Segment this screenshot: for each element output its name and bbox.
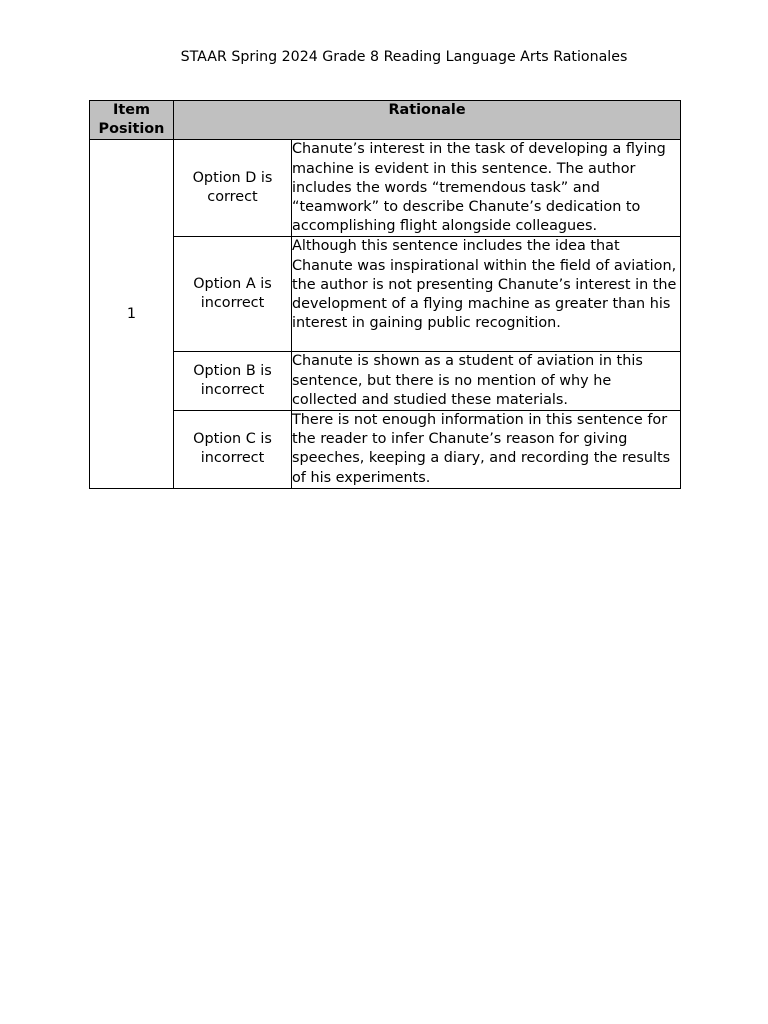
option-label: Option C is incorrect — [174, 411, 292, 489]
option-label: Option A is incorrect — [174, 237, 292, 352]
rationale-text: There is not enough information in this sentence for the reader to infer Chanute’s reason for giving speeches, keeping a diary, and recording the results of his experiments. — [292, 411, 681, 489]
table-row — [90, 237, 681, 352]
item-position-cell: 1 — [90, 140, 174, 488]
rationale-text: Chanute is shown as a student of aviation in this sentence, but there is no mention of why he collected and studied these materials. — [292, 352, 681, 411]
option-label: Option B is incorrect — [174, 352, 292, 411]
rationale-table — [89, 100, 681, 489]
table-row — [90, 352, 681, 411]
header-item-position: Item Position — [90, 101, 174, 140]
rationale-text: Chanute’s interest in the task of developing a flying machine is evident in this sentence. The author includes the words “tremendous task” and “teamwork” to describe Chanute’s dedication to accomplishing flight alongside colleagues. — [292, 140, 681, 237]
table-header-row — [90, 101, 681, 140]
document-title: STAAR Spring 2024 Grade 8 Reading Language Arts Rationales — [180, 49, 628, 65]
header-rationale: Rationale — [174, 101, 681, 140]
option-label: Option D is correct — [174, 140, 292, 237]
table-row — [90, 411, 681, 489]
table-row — [90, 140, 681, 237]
rationale-text: Although this sentence includes the idea that Chanute was inspirational within the field of aviation, the author is not presenting Chanute’s interest in the development of a flying machine as greater than his interest in gaining public recognition. — [292, 237, 681, 352]
